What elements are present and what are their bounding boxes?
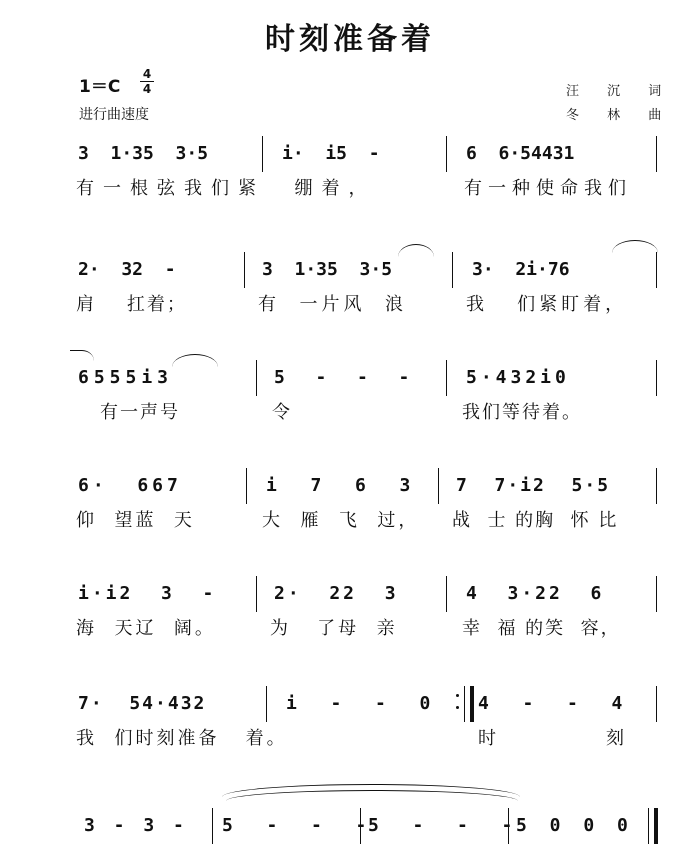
final-barline-thin [648, 808, 649, 844]
measure: 3 1·35 3·5 [78, 143, 209, 164]
measure: 6 6·54431 [466, 143, 575, 164]
time-signature-bottom: 4 [142, 82, 152, 96]
measure: 4 - - 4 [478, 693, 627, 714]
composer-credit: 冬 林 曲 [566, 108, 674, 123]
lyric-segment: 肩 扛着； [76, 294, 187, 315]
barline [656, 360, 657, 396]
barline [656, 576, 657, 612]
measure: 7· 54·432 [78, 693, 207, 714]
barline [438, 468, 439, 504]
lyrics-line [0, 616, 700, 642]
measure: i 7 6 3 [266, 475, 415, 496]
notes-line [0, 814, 700, 838]
barline [262, 136, 263, 172]
barline [246, 468, 247, 504]
lyric-segment: 令 [272, 402, 290, 423]
notes-line [0, 142, 700, 166]
notes-line [0, 692, 700, 716]
measure: 3 - 3 - [84, 815, 188, 836]
measure: 5 - - - [222, 815, 371, 836]
lyric-segment: 有一根弦我们紧 绷着， [76, 178, 376, 199]
barline [360, 808, 361, 844]
lyric-segment: 大 雁 飞 过， [262, 510, 420, 531]
lyric-segment: 幸 福 的笑 容， [462, 618, 621, 639]
notes-line [0, 258, 700, 282]
lyric-segment: 战 士 的胸 怀 比 [452, 510, 619, 531]
repeat-dot [456, 694, 459, 697]
barline [446, 576, 447, 612]
barline [508, 808, 509, 844]
measure: i - - 0 [286, 693, 435, 714]
lyric-segment: 有 一片风 浪 [258, 294, 407, 315]
measure: 7 7·i2 5·5 [456, 475, 611, 496]
measure: 3· 2i·76 [472, 259, 570, 280]
measure: 5 - - - [274, 367, 413, 388]
time-signature-top: 4 [142, 67, 152, 81]
measure: 4 3·22 6 [466, 583, 605, 604]
barline [656, 686, 657, 722]
barline [266, 686, 267, 722]
lyric-segment: 我 们时刻准备 着。 [76, 728, 288, 749]
lyric-segment: 仰 望蓝 天 [76, 510, 195, 531]
measure: i· i5 - [282, 143, 380, 164]
measure: i·i2 3 - [78, 583, 217, 604]
lyric-segment: 海 天辽 阔。 [76, 618, 216, 639]
repeat-barline-thin [464, 686, 465, 722]
lyric-segment: 刻 [606, 728, 624, 749]
lyrics-line [0, 508, 700, 534]
measure: 6· 667 [78, 475, 182, 496]
lyrics-line [0, 726, 700, 752]
barline [446, 360, 447, 396]
barline [446, 136, 447, 172]
barline [452, 252, 453, 288]
notes-line [0, 474, 700, 498]
measure: 6555i3 [78, 367, 174, 388]
final-barline [654, 808, 658, 844]
lyric-segment: 我 们紧盯着， [466, 294, 628, 315]
lyrics-line [0, 176, 700, 202]
barline [656, 136, 657, 172]
tempo-marking: 进行曲速度 [79, 107, 149, 123]
lyric-segment: 我们等待着。 [462, 402, 582, 423]
measure: 5 0 0 0 [516, 815, 634, 836]
measure: 3 1·35 3·5 [262, 259, 393, 280]
lyric-segment: 有一种使命我们 [464, 178, 632, 199]
time-signature [140, 68, 154, 95]
repeat-barline [470, 686, 474, 722]
lyric-segment: 为 了母 亲 [270, 618, 398, 639]
notes-line [0, 366, 700, 390]
lyrics-line [0, 400, 700, 426]
barline [656, 468, 657, 504]
score-title: 时刻准备着 [265, 22, 435, 57]
lyrics-line [0, 292, 700, 318]
barline [256, 360, 257, 396]
barline [256, 576, 257, 612]
lyric-segment: 有一声号 [100, 402, 180, 423]
slur [70, 350, 94, 361]
slur [612, 240, 658, 253]
measure: 2· 22 3 [274, 583, 399, 604]
key-signature: 1＝C [79, 77, 121, 97]
measure: 5 - - - [368, 815, 517, 836]
repeat-dot [456, 706, 459, 709]
lyric-segment: 时 [478, 728, 496, 749]
lyricist-credit: 汪 沉 词 [566, 84, 674, 99]
measure: 5·432i0 [466, 367, 570, 388]
barline [244, 252, 245, 288]
slur [398, 244, 434, 257]
measure: 2· 32 - [78, 259, 176, 280]
barline [212, 808, 213, 844]
barline [656, 252, 657, 288]
notes-line [0, 582, 700, 606]
